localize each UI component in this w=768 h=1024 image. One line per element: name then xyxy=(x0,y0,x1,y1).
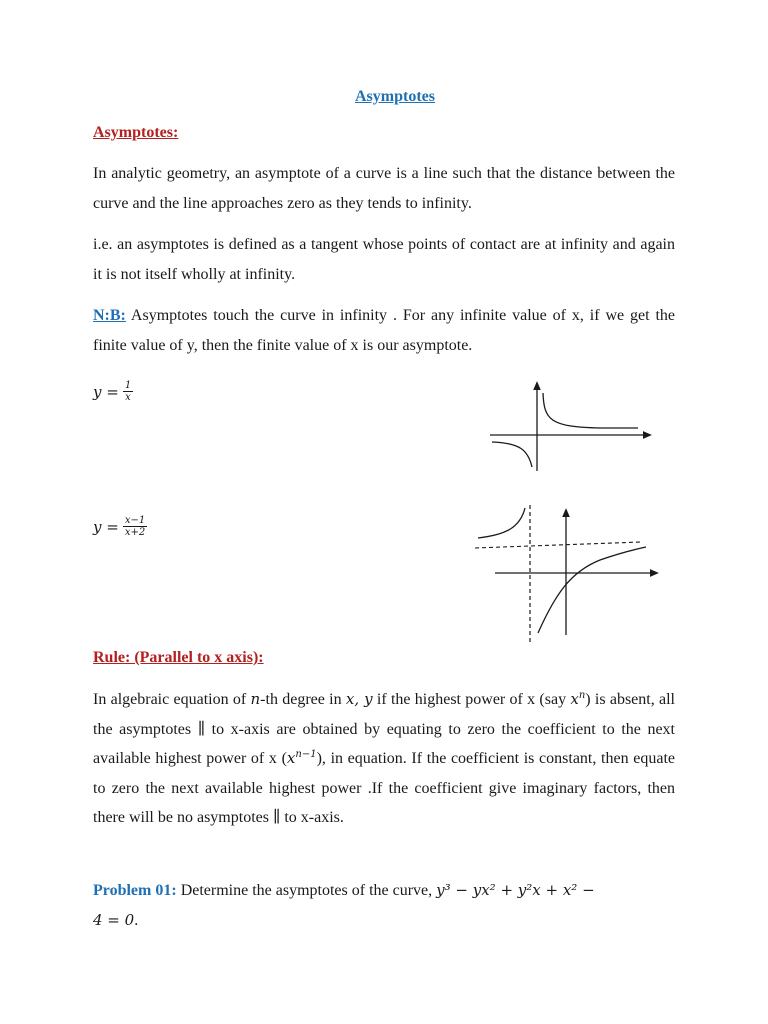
math-exponent: n xyxy=(578,690,586,701)
paragraph-tangent: i.e. an asymptotes is defined as a tangent whose points of contact are at infinity and again it is not itself wholly at infinity. xyxy=(93,236,675,283)
equation-rational xyxy=(93,515,147,538)
graph-rational xyxy=(470,500,665,645)
fraction-denominator: x+2 xyxy=(124,527,146,538)
problem-label: Problem 01: xyxy=(93,882,177,899)
fraction-numerator: x−1 xyxy=(124,515,146,526)
equation-reciprocal xyxy=(93,380,133,403)
math-xn xyxy=(570,690,585,708)
section-heading: Asymptotes: xyxy=(93,124,179,141)
problem-equation-part2: 4 = 0 xyxy=(93,910,135,929)
paragraph-definition: In analytic geometry, an asymptote of a curve is a line such that the distance between the curve and the line approaches zero as they tends to infinity. xyxy=(93,165,675,212)
equation-lhs: y = xyxy=(93,382,119,401)
rule-text: if the highest power of x (say xyxy=(372,691,571,708)
problem-end: . xyxy=(134,911,139,929)
paragraph-note xyxy=(93,301,675,360)
rule-heading: Rule: (Parallel to x axis): xyxy=(93,649,264,666)
note-text: Asymptotes touch the curve in infinity . For any infinite value of x, if we get the finite value of y, then the finite value of x is our asymptote. xyxy=(93,307,675,354)
math-base: x xyxy=(570,690,579,708)
problem-text: Determine the asymptotes of the curve, xyxy=(176,882,437,899)
rule-text: ) is absent, all the asymptotes ∥ to x-axis are obtained by equating to zero the coefficient to the next available highest power of x ( xyxy=(93,691,676,767)
fraction-denominator: x xyxy=(125,392,131,403)
paragraph-problem xyxy=(93,876,675,935)
fraction xyxy=(123,380,133,403)
rule-text: ), in equation. If the coefficient is constant, then equate to zero the next available highest power .If the coefficient give imaginary factors, then there will be no asymptotes ∥ to x-axis. xyxy=(93,750,676,826)
page-title: Asymptotes xyxy=(355,88,435,105)
equation-lhs: y = xyxy=(93,517,119,536)
math-exponent: n−1 xyxy=(295,749,317,760)
note-label: N:B: xyxy=(93,307,126,324)
problem-equation-part1: y³ − yx² + y²x + x² − xyxy=(436,881,595,899)
fraction xyxy=(123,515,147,538)
paragraph-rule xyxy=(93,685,675,833)
math-xn-1 xyxy=(287,749,317,767)
graph-reciprocal xyxy=(480,375,660,475)
fraction-numerator: 1 xyxy=(124,380,132,391)
math-base: x xyxy=(286,749,296,767)
rule-text: In algebraic equation of xyxy=(93,691,251,708)
rule-text: -th degree in xyxy=(260,691,346,708)
math-xy: x, y xyxy=(345,690,373,708)
math-n: n xyxy=(250,690,261,708)
